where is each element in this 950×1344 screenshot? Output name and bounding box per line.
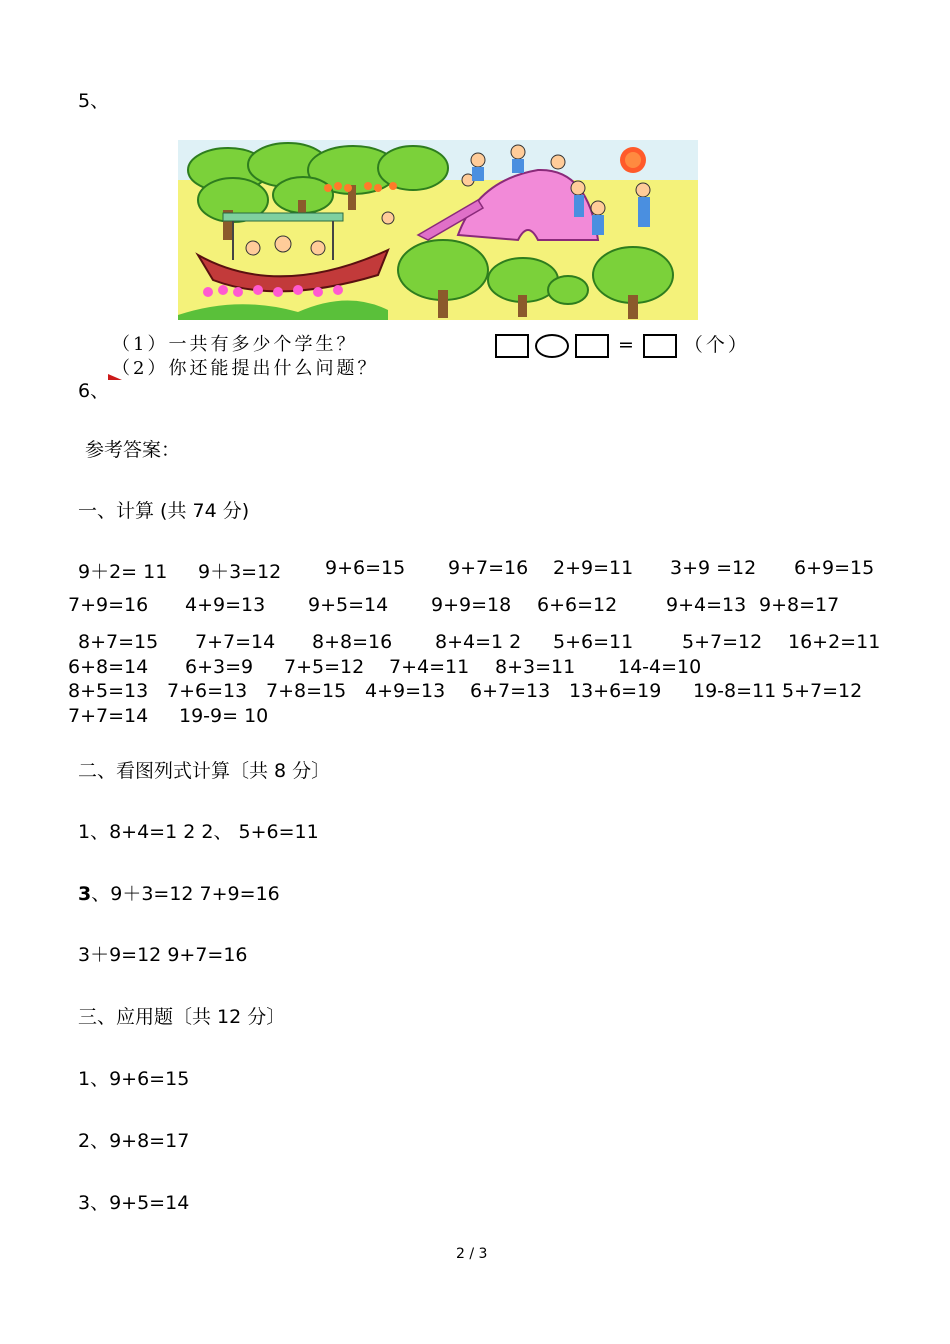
calc-item: 9+6=15 [325,557,406,579]
calc-row-6 [68,705,898,729]
calc-item: 9+8=17 [759,594,840,616]
calc-item: 7+7=14 [68,705,149,727]
calc-item: 9＋2= 11 [78,561,168,583]
calc-item: 5+7=12 [682,631,763,653]
calc-item: 6+8=14 [68,656,149,678]
calc-item: 7+7=14 [195,631,276,653]
unit-label: （个） [683,334,750,356]
section-2-title: 二、看图列式计算〔共 8 分〕 [78,760,331,782]
answer-template [492,330,750,358]
section-3-answer-2: 2、9+8=17 [78,1130,190,1152]
calc-item: 9+5=14 [308,594,389,616]
calc-item: 6+9=15 [794,557,875,579]
calc-item: 7+9=16 [68,594,149,616]
red-mark-icon [106,372,126,382]
section-2-line-3: 3＋9=12 9+7=16 [78,944,248,966]
blank-box [495,334,529,358]
calc-row-5 [68,680,898,704]
calc-item: 9+9=18 [431,594,512,616]
blank-box [575,334,609,358]
calc-item: 8+5=13 [68,680,149,702]
calc-row-2 [68,594,898,618]
calc-item: 8+3=11 [495,656,576,678]
calc-item: 7+8=15 [266,680,347,702]
answers-title: 参考答案： [85,439,181,461]
calc-item: 14-4=10 [618,656,702,678]
question-2: （2）你还能提出什么问题？ [112,358,379,379]
calc-item: 19-9= 10 [179,705,269,727]
calc-item: 6+7=13 [470,680,551,702]
calc-item: 9+4=13 [666,594,747,616]
question-1-text: （1）一共有多少个学生？ [112,334,358,355]
section-3-answer-3: 3、9+5=14 [78,1192,190,1214]
section-2-line-1: 1、8+4=1 2 2、 5+6=11 [78,821,319,843]
page-number: 2 / 3 [456,1246,488,1262]
calc-item: 8+7=15 [78,631,159,653]
blank-box [643,334,677,358]
calc-item: 5+6=11 [553,631,634,653]
section-3-answer-1: 1、9+6=15 [78,1068,190,1090]
item-5-label: 5、 [78,90,110,112]
park-illustration [178,140,698,320]
calc-item: 3+9 =12 [670,557,757,579]
calc-item: 2+9=11 [553,557,634,579]
calc-item: 9+7=16 [448,557,529,579]
item-number: 3 [78,883,92,905]
section-3-title: 三、应用题〔共 12 分〕 [78,1006,286,1028]
calc-item: 7+5=12 [284,656,365,678]
park-scene-image [178,140,698,320]
calc-item: 4+9=13 [365,680,446,702]
section-1-title: 一、计算 (共 74 分) [78,500,250,522]
calc-row-3 [68,631,898,655]
equals-sign: = [618,334,634,356]
calc-item: 8+8=16 [312,631,393,653]
calc-item: 8+4=1 2 [435,631,522,653]
calc-item: 5+7=12 [782,680,863,702]
blank-circle [535,334,569,358]
calc-item: 19-8=11 [693,680,777,702]
calc-item: 9＋3=12 [198,561,282,583]
calc-item: 6+3=9 [185,656,254,678]
calc-item: 7+4=11 [389,656,470,678]
section-2-line-2-text: 、9＋3=12 7+9=16 [91,883,280,905]
question-1 [112,330,357,356]
calc-item: 4+9=13 [185,594,266,616]
calc-row-4 [68,656,898,680]
calc-row-1 [68,557,898,581]
calc-item: 16+2=11 [788,631,881,653]
calc-item: 6+6=12 [537,594,618,616]
calc-item: 7+6=13 [167,680,248,702]
item-6-label: 6、 [78,380,110,402]
calc-item: 13+6=19 [569,680,662,702]
section-2-line-2 [78,879,280,906]
